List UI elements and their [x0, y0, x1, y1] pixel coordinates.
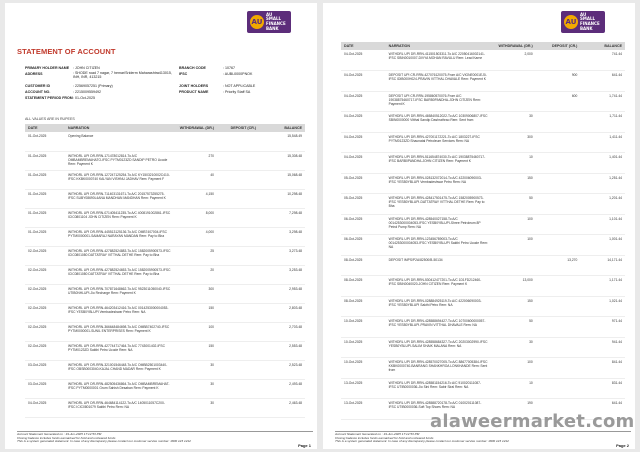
cell-withdrawal: 30 [210, 400, 214, 405]
watermark-text: alaweermarket.com [430, 411, 635, 432]
au-bank-logo [561, 11, 605, 33]
cell-narration: WITHDRL UPI DR-RRN-511654874030-To A/C 19038875460717-IFSC BARB0PANDHA-JOHN CITIZEN Rem: Payment K [388, 155, 486, 163]
cell-narration: WITHDRL UPI DR-RRN-707871648662-To A/C 9523011050040-IFSC UTIB0NHLUPI-Jio Recharge Rem: Payment K [68, 286, 171, 295]
table-row [25, 360, 305, 379]
cell-deposit [217, 398, 259, 417]
cell-narration: WITHDRL UPI DR-RRN-428417501475-To A/C 1582005900573-IFSC YESB0YBLUPI-DATTATRAY VITTHAL DETHE Rem: Pay to Bha [388, 196, 485, 208]
cell-deposit [536, 112, 581, 133]
cell-withdrawal: 300 [527, 134, 533, 139]
cell-narration: WITHDRL UPI DR-RRN-071405411235-To A/C 4008191002861-IFSC ICIC0801104 JOHN CITIZEN Rem: Payment K [68, 210, 171, 219]
cell-balance: 2,803.48 [289, 305, 302, 310]
cell-withdrawal: 30 [529, 339, 533, 344]
cell-narration: WITHDRL UPI DR-RRN-482505436864-To A/C OMBAMBREMAHAT-IFSC PYTM0000001 Grum Sahish Desaban Rem: Payment K [68, 381, 170, 390]
cell-date: 02-Oct-2025 [28, 343, 47, 348]
cell-narration: WITHDRL UPI DR-RRN-428588720178-To A/C 010020111087-IFSC UTIB0000036-Soft Top Shoes Rem: NA [388, 401, 482, 409]
cell-date: 13-Oct-2025 [344, 380, 363, 385]
table-row [25, 170, 305, 189]
cell-date: 04-Oct-2025 [344, 52, 363, 56]
cell-date: 01-Oct-2025 [28, 172, 47, 177]
detail-row: PRIMARY HOLDER NAME : JOHN CITIZEN BRANCH CODE : 10767 [25, 66, 235, 70]
cell-narration: WITHDRL UPI DR-RRN-028884925119-To A/C 422006090003-IFSC YESB0YBLUPI Sakthi Petro Rem: NA [388, 298, 482, 307]
cell-date: 04-Oct-2025 [344, 93, 363, 98]
cell-withdrawal [491, 255, 536, 276]
cell-deposit [536, 153, 581, 174]
cell-withdrawal: 20 [210, 267, 214, 272]
cell-withdrawal: 100 [527, 237, 533, 241]
cell-withdrawal: 190 [527, 401, 533, 405]
cell-deposit [217, 265, 259, 284]
cell-withdrawal: 4,000 [205, 229, 214, 234]
cell-date: 02-Oct-2025 [28, 324, 47, 329]
cell-balance: 1,201.44 [609, 196, 622, 200]
values-note: ALL VALUES ARE IN RUPEES [25, 117, 75, 121]
cell-narration: WITHDRL UPI DR-RRN-123456789003-To A/C 0014253000004053-IFSC YESB0YBLUPI Sakthi Petro Ucode Rem: NA [388, 237, 488, 249]
col-narration: NARRATION [68, 126, 90, 130]
cell-balance: 7,298.48 [289, 210, 302, 215]
cell-withdrawal: 2,000 [524, 52, 533, 56]
col-deposit: DEPOSIT (CR.) [230, 126, 256, 130]
cell-date: 04-Oct-2025 [28, 400, 47, 405]
cell-withdrawal: 13,000 [522, 278, 533, 282]
table-row [341, 358, 625, 379]
cell-balance: 2,523.48 [289, 362, 302, 367]
statement-footer: Account Statement Generated on : 19-Jun-2025 17:12:53 PM Closing balance includes funds earmarked for hold and uncleared funds This is a system generated statement. In case of any discrepancy please contact our customer service number: 1800 123 1212 [17, 431, 313, 444]
cell-date: 01-Oct-2025 [28, 210, 47, 215]
cell-balance: 3,273.48 [289, 248, 302, 253]
col-deposit: DEPOSIT (CR.) [552, 44, 578, 48]
cell-date: 04-Oct-2025 [344, 155, 363, 159]
cell-date: 10-Oct-2025 [344, 339, 363, 344]
cell-withdrawal: 8,000 [205, 210, 214, 215]
cell-balance: 15,308.48 [287, 153, 302, 158]
cell-narration: WITHDRL UPI DR-RRN-427744717464-To A/C 7743001402-IFSC PYTM0123ZD Sakthi Petro Ucode Rem: NA [68, 343, 165, 352]
cell-narration: WITHDRL UPI DR-RRN-445513125136-To A/C OMB7407004-IFSC PYTM0000001-SAMARAJ NARAYAN MANDAN Rem: Pay to Bha [68, 229, 168, 238]
cell-narration: WITHDRL UPI DR-RRN-127247125254-To A/C KY1503210002C410-IFSC KKBK0000740 KALYAN VISHNU JADHAV Rem: Payment F [68, 172, 170, 181]
cell-deposit [536, 214, 581, 235]
cell-balance: 1,001.44 [609, 237, 622, 241]
cell-narration: WITHDRL UPI DR-RRN-428570027005-To A/C 88677005384-IFSC KKBK0000740-BANRANG SHANKHROA LONKHANDE Rem: Sent from [388, 360, 488, 372]
table-row [25, 341, 305, 360]
customer-details [25, 65, 315, 101]
cell-withdrawal: 10 [529, 155, 533, 159]
cell-withdrawal: 50 [529, 196, 533, 200]
col-date: DATE [344, 44, 354, 48]
cell-date: 01-Oct-2025 [28, 229, 47, 234]
detail-row: CUSTOMER ID : 22569057251 (Primary) JOINT HOLDERS : NOT APPLICABLE [25, 84, 256, 88]
cell-date: 08-Oct-2025 [344, 257, 363, 262]
cell-date: 04-Oct-2025 [344, 73, 363, 77]
cell-narration: Opening Balance [68, 134, 94, 138]
cell-deposit [536, 378, 581, 399]
cell-deposit [217, 284, 259, 303]
detail-row: ACCOUNT NO. : 2215009559492 PRODUCT NAME : Priority Staff SA [25, 90, 251, 94]
cell-deposit [536, 337, 581, 358]
cell-withdrawal: 30 [210, 381, 214, 386]
table-row [341, 235, 625, 256]
table-row [341, 50, 625, 71]
cell-date: 02-Oct-2025 [28, 305, 47, 310]
cell-deposit [536, 50, 581, 71]
cell-balance: 3,253.48 [289, 267, 302, 272]
cell-deposit [536, 173, 581, 194]
cell-balance: 831.44 [611, 380, 622, 385]
cell-balance: 2,703.48 [289, 324, 302, 329]
cell-withdrawal: 100 [527, 216, 533, 221]
cell-date: 08-Oct-2025 [344, 278, 363, 282]
au-logo-badge: AU [564, 15, 578, 29]
cell-withdrawal: 30 [529, 114, 533, 118]
cell-deposit [217, 189, 259, 208]
cell-date: 01-Oct-2025 [28, 153, 47, 158]
cell-date: 01-Oct-2025 [28, 191, 47, 196]
cell-deposit [217, 246, 259, 265]
statement-page-2 [323, 3, 635, 449]
col-date: DATE [28, 126, 38, 130]
table-row [341, 91, 625, 112]
cell-withdrawal: 40 [210, 172, 214, 177]
cell-narration: DEPOSIT UPI CR-RRN-427076120075-From A/C VIGNE0001EJ0-IFSC IDIB000H024-PRAVIN VITTHAL DHAVALE Rem: Payment K [388, 73, 487, 81]
cell-narration: WITHDRL UPI DR-RRN-427001172221-To A/C 1803227-IFSC PYTM0123ZD Shaunatal Petroleum Services Rem: NA [388, 134, 480, 143]
table-row [25, 379, 305, 398]
cell-date: 02-Oct-2025 [28, 286, 47, 291]
cell-balance: 2,493.48 [289, 381, 302, 386]
cell-deposit [536, 358, 581, 379]
table-row [25, 322, 305, 341]
table-row [25, 303, 305, 322]
table-row [341, 296, 625, 317]
au-bank-logo [247, 11, 291, 33]
cell-narration: WITHDRL UPI DR-RRN-321001546448-To A/C OMBB2501003440-IFSC OBSB0003040-KAJAL CHAND MADAR Rem: Payment K [68, 362, 168, 371]
cell-withdrawal: 30 [210, 362, 214, 367]
table-header-row [341, 42, 625, 50]
cell-deposit [217, 360, 259, 379]
cell-balance: 1,741.44 [609, 93, 622, 98]
table-row [341, 317, 625, 338]
statement-title: STATEMENT OF ACCOUNT [17, 47, 116, 56]
cell-balance: 15,548.49 [287, 134, 302, 138]
detail-row: STATEMENT PERIOD FROM : 01-Oct-2025 [25, 96, 95, 100]
cell-balance: 1,251.44 [609, 175, 622, 180]
table-row [341, 214, 625, 235]
cell-balance: 3,298.48 [289, 229, 302, 234]
cell-narration: WITHDRL UPI DR-RRN-428588694427-To A/C 10700600000057-IFSC YESB0YBLUPI-PRAVIN VITTHAL DHAVALE Rem: NA [388, 319, 486, 327]
statement-footer: Account Statement Generated on : 19-Jun-2025 17:12:53 PM Closing balance includes funds earmarked for hold and uncleared funds This is a system generated statement. In case of any discrepancy please contact our customer service number: 1800 123 1212 [335, 431, 631, 444]
cell-balance: 14,171.44 [607, 257, 622, 262]
table-row [341, 132, 625, 153]
table-row [25, 398, 305, 417]
cell-date: 02-Oct-2025 [28, 248, 47, 253]
cell-deposit [536, 132, 581, 153]
cell-date: 13-Oct-2025 [344, 401, 363, 405]
cell-date: 02-Oct-2025 [28, 267, 47, 272]
cell-withdrawal: 10 [529, 380, 533, 385]
cell-date: 04-Oct-2025 [344, 114, 363, 118]
cell-balance: 1,021.44 [609, 298, 622, 303]
cell-deposit [536, 317, 581, 338]
cell-withdrawal: 100 [208, 324, 214, 329]
cell-withdrawal: 150 [208, 343, 214, 348]
cell-balance: 641.44 [611, 73, 622, 77]
cell-narration: WITHDRL UPI DR-RRN-171478012814-To A/C OMBAMBREMAHATO-IFSC PYTM0123ZD SANDIP PETRO Ucode Rem: Payment K [68, 153, 168, 166]
cell-date: 06-Oct-2025 [344, 237, 363, 241]
table-row [341, 173, 625, 194]
cell-deposit [217, 322, 259, 341]
cell-narration: WITHDRL UPI DR-RRN-428540027158-To A/C 0014253000004053-IFSC YESB0YBLUPI-Shree Petroleum 8P Petrol Pump Rem: NA [388, 216, 481, 229]
cell-deposit [217, 303, 259, 322]
table-row [341, 71, 625, 92]
cell-withdrawal: 150 [208, 305, 214, 310]
transactions-table-page-1 [25, 124, 305, 418]
cell-withdrawal: 150 [527, 175, 533, 180]
cell-withdrawal [175, 132, 217, 151]
cell-deposit [217, 170, 259, 189]
au-logo-text: AU SMALL FINANCE BANK [580, 11, 600, 31]
cell-balance: 1,411.44 [609, 134, 622, 139]
table-row [25, 189, 305, 208]
cell-balance: 2,553.48 [289, 343, 302, 348]
cell-deposit [217, 132, 259, 151]
cell-deposit [217, 341, 259, 360]
au-logo-text: AU SMALL FINANCE BANK [266, 11, 286, 31]
cell-deposit [536, 276, 581, 297]
cell-narration: WITHDRL UPI DR-RRN-711403131671-To A/C 20157573255275-IFSC SUBY08690L4ANA MANDHAN MANDHAN Rem: Payment K [68, 191, 166, 200]
cell-withdrawal [491, 91, 536, 112]
cell-narration: WITHDRL UPI DR-RRN-428581154216-To A/C 910020111087-IFSC UTIB0000036-Jio Sini Rem: Sabir Siral Rem: NA [388, 380, 482, 389]
table-row [25, 151, 305, 170]
cell-narration: WITHDRL UPI DR-RRN-464684114122-To A/C 1405011057C200-IFSC ICIC0801079 Sakthi Petro Rem: NA [68, 400, 165, 409]
cell-balance: 841.44 [611, 360, 622, 364]
cell-deposit: 600 [571, 93, 578, 98]
cell-deposit [217, 379, 259, 398]
cell-deposit [217, 208, 259, 227]
cell-balance: 2,463.48 [289, 400, 302, 405]
cell-date: 03-Oct-2025 [28, 381, 47, 386]
cell-narration: WITHDRL UPI DR-RRN-427882524883-To A/C 1582005900573-IFSC ICIC0801080 DATTATRAY VITTHAL DETHE Rem: Pay to Bha [68, 248, 171, 257]
cell-balance: 1,711.44 [609, 114, 622, 118]
table-row [25, 246, 305, 265]
cell-withdrawal: 4,150 [205, 191, 214, 196]
table-row [341, 337, 625, 358]
table-header-row [25, 124, 305, 132]
cell-balance: 1,171.44 [609, 278, 622, 282]
cell-deposit [536, 194, 581, 215]
table-row [341, 194, 625, 215]
table-row [25, 227, 305, 246]
cell-withdrawal: 300 [208, 286, 214, 291]
cell-withdrawal: 270 [208, 153, 214, 158]
cell-narration: WITHDRL UPI DR-RRN-411501503311-To A/C 22050416002141-IFSC SBIN0010007-DIVYA MOHAN RAVULU Rem: Lead Karne [388, 52, 485, 60]
cell-narration: WITHDRL UPI DR-RRN-028132072014-To A/C 422006090003-IFSC YESB0YBLUPI Vembadeshwar Petro Rem: NA [388, 175, 482, 184]
cell-narration: DEPOSIT UPI CR-RRN-195860570076-From A/C 19038875460717-IFSC BARB0PANDHA-JOHN CITIZEN Rem: Payment K [388, 93, 481, 106]
cell-balance: 1,401.44 [609, 155, 622, 159]
cell-withdrawal: 50 [529, 319, 533, 323]
cell-balance: 1,101.44 [609, 216, 622, 221]
au-logo-badge: AU [250, 15, 264, 29]
table-row [341, 276, 625, 297]
cell-deposit [217, 227, 259, 246]
table-row [341, 153, 625, 174]
cell-balance: 741.44 [611, 52, 622, 56]
col-balance: BALANCE [604, 44, 622, 48]
cell-balance: 10,298.48 [287, 191, 302, 196]
cell-balance: 941.44 [611, 339, 622, 344]
table-row [341, 112, 625, 133]
cell-date: 04-Oct-2025 [344, 134, 363, 139]
cell-deposit [536, 296, 581, 317]
cell-balance: 641.44 [611, 401, 622, 405]
cell-withdrawal: 100 [527, 360, 533, 364]
cell-narration: WITHDRL UPI DR-RRN-428558684327-To A/C 20203002990-IFSC YESB0YBLUPI-SALIM SHAIK MALANA Rem: NA [388, 339, 488, 348]
cell-narration: WITHDRL UPI DR-RRN-465840512022-To A/C 10309006807-IFSC SBIN0000000 Vitthal Sandip Dashrathrao Rem: Sent from [388, 114, 488, 122]
cell-date: 05-Oct-2025 [344, 175, 363, 180]
page-number: Page 2 [616, 443, 629, 448]
cell-balance: 971.44 [611, 319, 622, 323]
col-narration: NARRATION [388, 44, 410, 48]
table-row [25, 132, 305, 151]
table-row [25, 265, 305, 284]
cell-balance: 2,953.48 [289, 286, 302, 291]
cell-deposit: 13,270 [567, 257, 578, 262]
table-row [25, 208, 305, 227]
cell-deposit: 900 [571, 73, 578, 77]
cell-date: 10-Oct-2025 [344, 319, 363, 323]
cell-date: 10-Oct-2025 [344, 360, 363, 364]
cell-date: 05-Oct-2025 [344, 196, 363, 200]
cell-deposit [536, 235, 581, 256]
cell-narration: WITHDRL UPI DR-RRN-366648484698-To A/C OMBB7402740-IFSC PYTM0000001-SUNIL ENTERPRISES Rem: Payment K [68, 324, 170, 333]
table-row [25, 284, 305, 303]
table-row [341, 255, 625, 276]
page-number: Page 1 [298, 443, 311, 448]
cell-withdrawal [491, 71, 536, 92]
table-row [341, 378, 625, 399]
statement-page-1 [5, 3, 317, 449]
cell-narration: WITHDRL UPI DR-RRN-464203412416-To A/C 0014253000004053-IFSC YESB0YBLUPI Vembadeshwar Petro Rem: NA [68, 305, 169, 314]
cell-date: 06-Oct-2025 [344, 216, 363, 221]
transactions-table-page-2 [341, 42, 625, 420]
cell-date: 03-Oct-2025 [28, 362, 47, 367]
detail-row: ADDRESS : SHODE road 7 nagar, 7 hemar/Sriderm Maharashtra413015, INH, INR, 413215 IFSC : AUBL0000PNOK [25, 71, 253, 79]
cell-narration: DEPOSIT IMPS/P2A/82500/B-50134 [388, 257, 443, 262]
cell-withdrawal: 150 [527, 298, 533, 303]
cell-balance: 15,068.48 [287, 172, 302, 177]
cell-narration: WITHDRL UPI DR-RRN-530412477201-To A/C 1D1FD212460-IFSC SBIN0040020-JOHN CITIZEN Rem: Payment K [388, 278, 482, 286]
cell-date: 01-Oct-2025 [28, 134, 47, 138]
cell-deposit [217, 151, 259, 170]
col-withdrawal: WITHDRAWAL (DR.) [498, 44, 533, 48]
col-withdrawal: WITHDRAWAL (DR.) [179, 126, 214, 130]
cell-narration: WITHDRL UPI DR-RRN-427882524653-To A/C 1582005900573-IFSC ICIC0801080 DATTATRAY VITTHAL DETHE Rem: Pay to Bha [68, 267, 171, 276]
col-balance: BALANCE [284, 126, 302, 130]
cell-date: 08-Oct-2025 [344, 298, 363, 303]
cell-withdrawal: 25 [210, 248, 214, 253]
